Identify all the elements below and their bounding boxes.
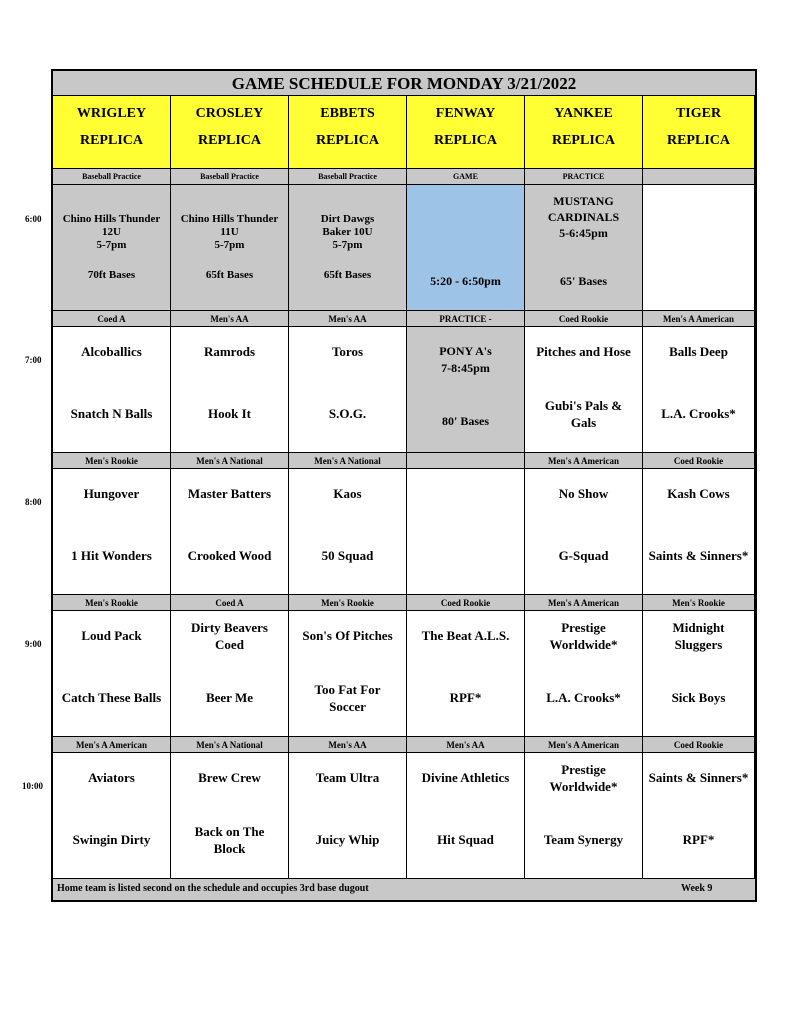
matchup-cell bbox=[407, 611, 525, 737]
away-team: Prestige Worldwide* bbox=[549, 762, 618, 794]
away-team: PONY A's 7-8:45pm bbox=[439, 344, 492, 375]
away-team: Kash Cows bbox=[667, 486, 730, 501]
away-team: Chino Hills Thunder 12U 5-7pm bbox=[62, 213, 161, 251]
matchup-cell bbox=[53, 469, 171, 595]
division-label: Baseball Practice bbox=[53, 169, 171, 185]
matchup-cell bbox=[525, 611, 643, 737]
away-team: Chino Hills Thunder 11U 5-7pm bbox=[180, 213, 279, 251]
division-label: Men's AA bbox=[171, 311, 289, 327]
footer-note: Home team is listed second on the schedule and occupies 3rd base dugout bbox=[57, 883, 369, 894]
division-label: Men's A National bbox=[171, 737, 289, 753]
division-label: Men's Rookie bbox=[53, 595, 171, 611]
division-label: Men's A American bbox=[525, 453, 643, 469]
home-team: Gubi's Pals & Gals bbox=[544, 398, 623, 430]
home-team: Beer Me bbox=[205, 690, 254, 705]
matchup-cell bbox=[289, 611, 407, 737]
home-team: 65' Bases bbox=[559, 274, 607, 288]
home-team: Team Synergy bbox=[543, 832, 624, 847]
away-team: Dirt Dawgs Baker 10U 5-7pm bbox=[320, 213, 375, 251]
away-team: The Beat A.L.S. bbox=[421, 628, 510, 643]
away-team: Midnight Sluggers bbox=[672, 620, 725, 652]
home-team: 5:20 - 6:50pm bbox=[430, 274, 501, 288]
away-team: Dirty Beavers Coed bbox=[191, 620, 268, 652]
venue-name: CROSLEY bbox=[195, 106, 264, 121]
away-team: Kaos bbox=[333, 486, 362, 501]
time-label: 7:00 bbox=[25, 355, 42, 365]
home-team: L.A. Crooks* bbox=[546, 690, 621, 705]
home-team: RPF* bbox=[682, 832, 715, 847]
away-team: Son's Of Pitches bbox=[302, 628, 393, 643]
division-label: Coed Rookie bbox=[643, 737, 755, 753]
division-label: Men's Rookie bbox=[289, 595, 407, 611]
home-team: 1 Hit Wonders bbox=[71, 548, 152, 563]
venue-subtitle: REPLICA bbox=[551, 133, 615, 148]
venue-name: EBBETS bbox=[320, 106, 375, 121]
matchup-cell bbox=[53, 185, 171, 311]
division-label: Coed Rookie bbox=[407, 595, 525, 611]
matchup-cell bbox=[407, 327, 525, 453]
division-label: Men's A American bbox=[525, 737, 643, 753]
matchup-cell bbox=[53, 327, 171, 453]
matchup-cell bbox=[643, 611, 755, 737]
matchup-cell bbox=[289, 327, 407, 453]
matchup-cell bbox=[407, 753, 525, 879]
away-team: Pitches and Hose bbox=[536, 344, 631, 359]
matchup-cell bbox=[171, 185, 289, 311]
home-team: Back on The Block bbox=[194, 824, 265, 856]
division-label: Coed A bbox=[171, 595, 289, 611]
away-team: Ramrods bbox=[203, 344, 256, 359]
home-team: Crooked Wood bbox=[187, 548, 272, 563]
venue-subtitle: REPLICA bbox=[79, 133, 143, 148]
division-label bbox=[643, 169, 755, 185]
division-label: Baseball Practice bbox=[171, 169, 289, 185]
division-label bbox=[407, 453, 525, 469]
away-team: Team Ultra bbox=[315, 770, 380, 785]
home-team: Juicy Whip bbox=[315, 832, 380, 847]
matchup-cell bbox=[643, 753, 755, 879]
venue-subtitle: REPLICA bbox=[666, 133, 730, 148]
away-team: Alcoballics bbox=[81, 344, 142, 359]
venue-crosley bbox=[171, 96, 289, 169]
matchup-cell bbox=[525, 753, 643, 879]
division-label: PRACTICE - bbox=[407, 311, 525, 327]
venue-name: FENWAY bbox=[435, 106, 496, 121]
home-team: 65ft Bases bbox=[205, 269, 254, 281]
division-label: PRACTICE bbox=[525, 169, 643, 185]
home-team: L.A. Crooks* bbox=[661, 406, 736, 421]
matchup-cell bbox=[525, 327, 643, 453]
division-label: Men's A American bbox=[525, 595, 643, 611]
away-team: Divine Athletics bbox=[421, 770, 510, 785]
away-team: Balls Deep bbox=[669, 344, 728, 359]
division-label: Men's Rookie bbox=[643, 595, 755, 611]
venue-name: YANKEE bbox=[554, 106, 613, 121]
away-team: Brew Crew bbox=[198, 770, 261, 785]
venue-subtitle: REPLICA bbox=[315, 133, 379, 148]
away-team: Aviators bbox=[88, 770, 135, 785]
schedule-table bbox=[51, 69, 757, 902]
division-label: GAME bbox=[407, 169, 525, 185]
home-team: Swingin Dirty bbox=[72, 832, 151, 847]
away-team: No Show bbox=[558, 486, 609, 501]
footer bbox=[53, 877, 755, 900]
away-team: Saints & Sinners* bbox=[648, 770, 749, 785]
matchup-cell bbox=[53, 611, 171, 737]
matchup-cell bbox=[289, 469, 407, 595]
matchup-cell bbox=[53, 753, 171, 879]
venue-wrigley bbox=[53, 96, 171, 169]
page-title: GAME SCHEDULE FOR MONDAY 3/21/2022 bbox=[53, 71, 755, 96]
division-label: Baseball Practice bbox=[289, 169, 407, 185]
home-team: 65ft Bases bbox=[323, 269, 372, 281]
home-team: Catch These Balls bbox=[61, 690, 162, 705]
matchup-cell bbox=[407, 469, 525, 595]
matchup-cell bbox=[407, 185, 525, 311]
matchup-cell bbox=[643, 327, 755, 453]
away-team: Prestige Worldwide* bbox=[549, 620, 618, 652]
division-label: Coed Rookie bbox=[643, 453, 755, 469]
division-label: Men's A American bbox=[53, 737, 171, 753]
home-team: Saints & Sinners* bbox=[648, 548, 749, 563]
division-label: Coed A bbox=[53, 311, 171, 327]
matchup-cell bbox=[171, 753, 289, 879]
matchup-cell bbox=[289, 753, 407, 879]
time-label: 8:00 bbox=[25, 497, 42, 507]
away-team: Toros bbox=[331, 344, 364, 359]
venue-fenway bbox=[407, 96, 525, 169]
time-label: 10:00 bbox=[22, 781, 43, 791]
division-label: Men's A National bbox=[289, 453, 407, 469]
away-team: Hungover bbox=[83, 486, 140, 501]
time-label: 6:00 bbox=[25, 214, 42, 224]
division-label: Men's AA bbox=[289, 311, 407, 327]
venue-tiger bbox=[643, 96, 755, 169]
home-team: 80' Bases bbox=[441, 414, 489, 428]
matchup-cell bbox=[643, 469, 755, 595]
division-label: Men's A National bbox=[171, 453, 289, 469]
away-team: MUSTANG CARDINALS 5-6:45pm bbox=[547, 194, 620, 240]
matchup-cell bbox=[171, 327, 289, 453]
home-team: 70ft Bases bbox=[87, 269, 136, 281]
home-team: 50 Squad bbox=[321, 548, 374, 563]
home-team: Snatch N Balls bbox=[70, 406, 153, 421]
division-label: Men's A American bbox=[643, 311, 755, 327]
week-label: Week 9 bbox=[681, 883, 713, 894]
division-label: Men's AA bbox=[289, 737, 407, 753]
matchup-cell bbox=[289, 185, 407, 311]
venue-yankee bbox=[525, 96, 643, 169]
venue-name: TIGER bbox=[675, 106, 722, 121]
matchup-cell bbox=[643, 185, 755, 311]
matchup-cell bbox=[525, 185, 643, 311]
matchup-cell bbox=[171, 611, 289, 737]
home-team: Sick Boys bbox=[671, 690, 726, 705]
division-label: Men's AA bbox=[407, 737, 525, 753]
home-team: Hit Squad bbox=[437, 832, 494, 847]
away-team: Master Batters bbox=[187, 486, 272, 501]
home-team: S.O.G. bbox=[328, 406, 367, 421]
away-team: Loud Pack bbox=[81, 628, 142, 643]
home-team: Hook It bbox=[208, 406, 251, 421]
matchup-cell bbox=[171, 469, 289, 595]
division-label: Coed Rookie bbox=[525, 311, 643, 327]
home-team: G-Squad bbox=[558, 548, 609, 563]
venue-ebbets bbox=[289, 96, 407, 169]
venue-subtitle: REPLICA bbox=[433, 133, 497, 148]
home-team: Too Fat For Soccer bbox=[314, 682, 381, 714]
division-label: Men's Rookie bbox=[53, 453, 171, 469]
time-label: 9:00 bbox=[25, 639, 42, 649]
matchup-cell bbox=[525, 469, 643, 595]
venue-subtitle: REPLICA bbox=[197, 133, 261, 148]
home-team: RPF* bbox=[449, 690, 482, 705]
venue-name: WRIGLEY bbox=[76, 106, 147, 121]
